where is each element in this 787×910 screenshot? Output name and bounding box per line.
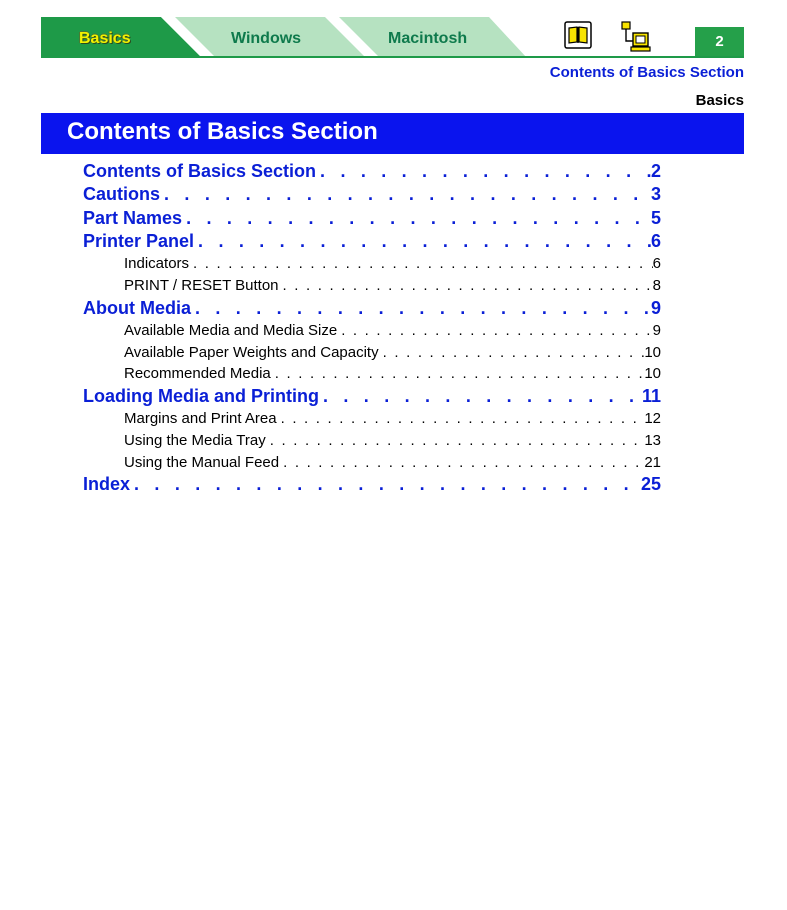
toc-dot-leader [130, 473, 641, 496]
toc-subentry[interactable] [124, 253, 661, 275]
book-icon[interactable] [564, 21, 590, 47]
toc-dot-leader [182, 207, 651, 230]
toc-dot-leader [194, 230, 651, 253]
tab-bar-underline [41, 56, 744, 58]
toc-entry-title: Loading Media and Printing [83, 385, 319, 406]
section-link[interactable]: Contents of Basics Section [549, 64, 744, 81]
toc-entry[interactable] [83, 385, 661, 408]
toc-page-number: 6 [650, 230, 661, 251]
toc-dot-leader [279, 452, 644, 474]
toc-subentry[interactable] [124, 452, 661, 474]
toc-dot-leader [160, 183, 651, 206]
title-banner [41, 113, 744, 154]
toc-dot-leader [277, 408, 645, 430]
toc-page-number: 12 [644, 410, 661, 428]
toc-entry[interactable] [83, 297, 661, 320]
toc-subentry[interactable] [124, 363, 661, 385]
toc-entry-title: Part Names [83, 207, 183, 228]
toc-entry-title: Using the Manual Feed [124, 453, 280, 471]
toc-dot-leader [189, 253, 653, 275]
toc-subentry[interactable] [124, 320, 661, 342]
toc-page-number: 8 [652, 276, 661, 294]
tab-windows[interactable]: Windows [231, 30, 302, 47]
page-number-badge: 2 [695, 27, 744, 56]
toc-dot-leader [319, 385, 642, 408]
toc-page-number: 3 [650, 184, 661, 205]
toc-page-number: 25 [640, 474, 661, 495]
toc-page-number: 6 [652, 255, 661, 273]
toc-dot-leader [316, 160, 651, 183]
toc-subentry[interactable] [124, 408, 661, 430]
toc-page-number: 13 [644, 431, 661, 449]
toc-entry-title: Available Media and Media Size [124, 321, 338, 339]
table-of-contents [83, 160, 661, 497]
toc-entry-title: Margins and Print Area [124, 410, 277, 428]
tab-macintosh[interactable]: Macintosh [388, 30, 468, 47]
toc-subentry[interactable] [124, 430, 661, 452]
toc-entry[interactable] [83, 160, 661, 183]
toc-entry-title: Indicators [124, 255, 190, 273]
toc-entry-title: Index [83, 474, 131, 495]
toc-dot-leader [337, 320, 652, 342]
toc-page-number: 21 [644, 453, 661, 471]
toc-page-number: 10 [644, 343, 661, 361]
toc-entry[interactable] [83, 183, 661, 206]
toc-page-number: 11 [641, 385, 661, 406]
toc-page-number: 9 [652, 321, 661, 339]
toc-dot-leader [266, 430, 645, 452]
toc-page-number: 9 [650, 297, 661, 318]
toc-dot-leader [279, 275, 653, 297]
toc-page-number: 5 [650, 207, 661, 228]
toc-page-number: 2 [650, 161, 661, 181]
toc-subentry[interactable] [124, 342, 661, 364]
toc-entry-title: Available Paper Weights and Capacity [124, 343, 379, 361]
toc-entry-title: Printer Panel [83, 230, 195, 251]
toc-entry-title: Recommended Media [124, 365, 271, 383]
tab-bar [41, 17, 744, 58]
tab-basics[interactable]: Basics [79, 30, 131, 47]
toc-entry[interactable] [83, 230, 661, 253]
toc-dot-leader [271, 363, 645, 385]
toc-entry-title: Contents of Basics Section [83, 161, 317, 181]
toc-entry-title: Cautions [83, 184, 161, 205]
toc-entry-title: About Media [83, 297, 191, 318]
chapter-label: Basics [695, 92, 744, 109]
toc-entry-title: PRINT / RESET Button [124, 276, 279, 294]
toc-subentry[interactable] [124, 275, 661, 297]
toc-dot-leader [191, 297, 651, 320]
page-title: Contents of Basics Section [67, 118, 378, 145]
toc-dot-leader [379, 342, 645, 364]
toc-entry[interactable] [83, 207, 661, 230]
toc-entry[interactable] [83, 473, 661, 496]
toc-page-number: 10 [644, 365, 661, 383]
toc-entry-title: Using the Media Tray [124, 431, 266, 449]
network-computer-icon[interactable] [621, 21, 647, 47]
